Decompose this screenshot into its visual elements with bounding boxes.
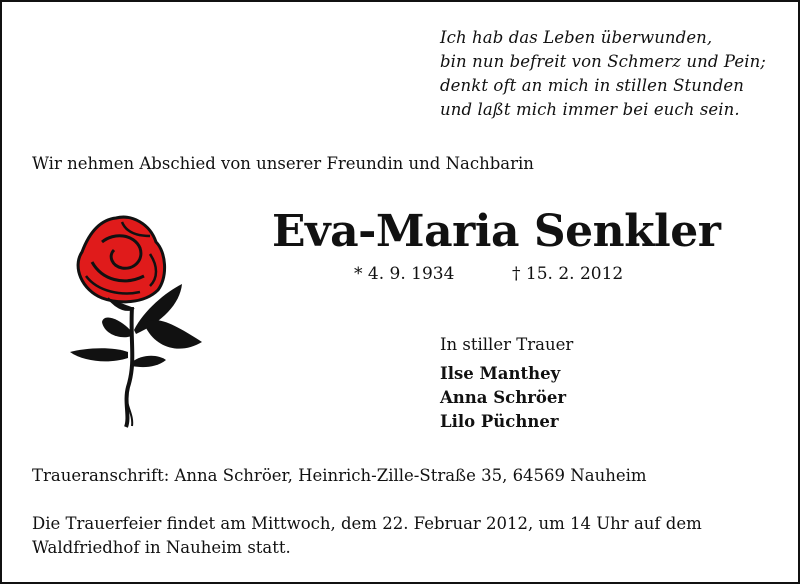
rose-icon bbox=[62, 212, 212, 432]
poem-line: bin nun befreit von Schmerz und Pein; bbox=[440, 52, 766, 71]
ceremony-line: Die Trauerfeier findet am Mittwoch, dem 22. Februar 2012, um 14 Uhr auf dem bbox=[32, 514, 702, 533]
mourner-list bbox=[440, 362, 566, 434]
mourner-name: Anna Schröer bbox=[440, 388, 567, 407]
mourning-label: In stiller Trauer bbox=[440, 335, 574, 354]
mourner-name: Ilse Manthey bbox=[440, 364, 561, 383]
ceremony-info bbox=[32, 512, 772, 560]
deceased-name: Eva-Maria Senkler bbox=[272, 206, 721, 257]
ceremony-line: Waldfriedhof in Nauheim statt. bbox=[32, 538, 291, 557]
poem-line: Ich hab das Leben überwunden, bbox=[440, 28, 713, 47]
death-date: † 15. 2. 2012 bbox=[512, 264, 624, 284]
intro-text: Wir nehmen Abschied von unserer Freundin und Nachbarin bbox=[32, 154, 534, 173]
mourning-address: Traueranschrift: Anna Schröer, Heinrich-Zille-Straße 35, 64569 Nauheim bbox=[32, 466, 647, 485]
birth-date: * 4. 9. 1934 bbox=[354, 264, 455, 284]
poem-line: und laßt mich immer bei euch sein. bbox=[440, 100, 740, 119]
mourner-name: Lilo Püchner bbox=[440, 412, 559, 431]
poem bbox=[440, 26, 790, 122]
poem-line: denkt oft an mich in stillen Stunden bbox=[440, 76, 744, 95]
